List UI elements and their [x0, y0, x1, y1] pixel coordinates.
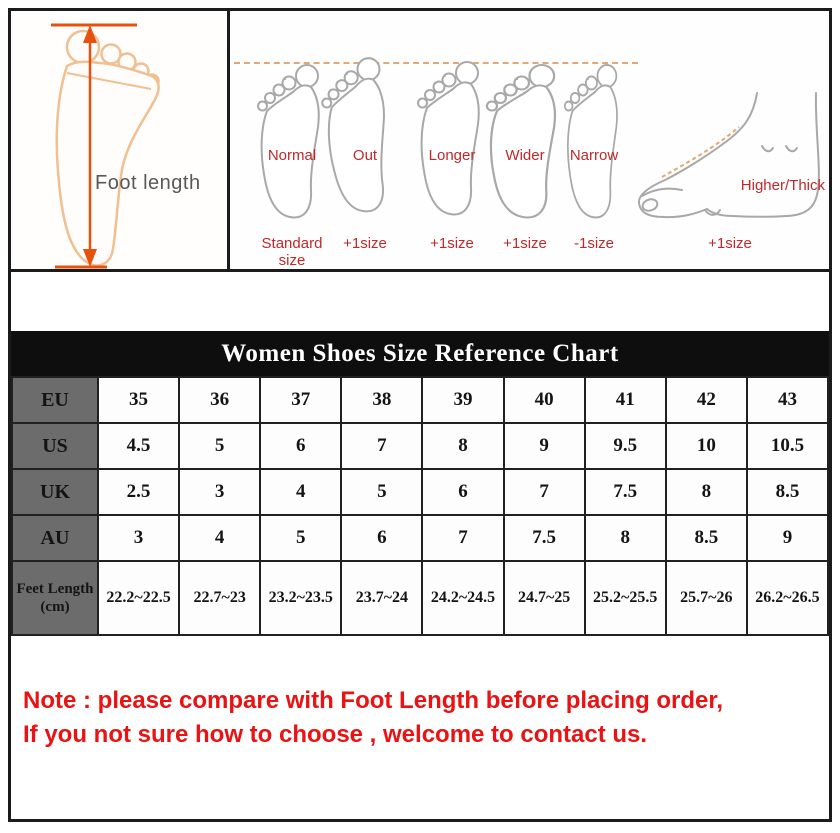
foot-type-name: Wider — [505, 147, 545, 164]
row-header: EU — [12, 377, 98, 423]
foot-types-panel — [230, 11, 829, 269]
foot-type-name: Longer — [428, 147, 476, 164]
table-cell: 4.5 — [98, 423, 179, 469]
foot-type-name: Higher/Thick — [740, 177, 825, 194]
note-line-2: If you not sure how to choose , welcome to contact us. — [23, 721, 648, 748]
table-cell: 4 — [179, 515, 260, 561]
foot-top-view-icon — [314, 50, 404, 221]
table-cell: 41 — [585, 377, 666, 423]
table-cell: 10.5 — [747, 423, 828, 469]
table-cell: 22.7~23 — [179, 561, 260, 635]
table-row-us — [12, 423, 828, 469]
table-row-eu — [12, 377, 828, 423]
note-section — [11, 636, 829, 817]
table-cell: 2.5 — [98, 469, 179, 515]
table-cell: 9.5 — [585, 423, 666, 469]
foot-type-size: +1size — [708, 235, 752, 252]
table-cell: 42 — [666, 377, 747, 423]
table-cell: 5 — [179, 423, 260, 469]
table-cell: 25.7~26 — [666, 561, 747, 635]
table-cell: 25.2~25.5 — [585, 561, 666, 635]
table-row-au — [12, 515, 828, 561]
table-cell: 39 — [422, 377, 503, 423]
table-cell: 5 — [260, 515, 341, 561]
table-cell: 22.2~22.5 — [98, 561, 179, 635]
table-cell: 3 — [179, 469, 260, 515]
row-header: AU — [12, 515, 98, 561]
table-cell: 24.2~24.5 — [422, 561, 503, 635]
row-header: US — [12, 423, 98, 469]
foot-side-view-icon — [635, 89, 821, 229]
table-cell: 7 — [504, 469, 585, 515]
table-row-feet-length — [12, 561, 828, 635]
table-cell: 38 — [341, 377, 422, 423]
foot-type-out — [327, 19, 403, 269]
table-cell: 9 — [747, 515, 828, 561]
table-cell: 24.7~25 — [504, 561, 585, 635]
foot-type-size: +1size — [503, 235, 547, 252]
note-text — [23, 684, 723, 752]
table-cell: 5 — [341, 469, 422, 515]
table-cell: 3 — [98, 515, 179, 561]
foot-type-high-instep — [635, 19, 825, 269]
note-line-1: Note : please compare with Foot Length before placing order, — [23, 687, 724, 714]
table-cell: 7 — [422, 515, 503, 561]
foot-top-view-icon — [482, 59, 567, 224]
chart-title-bar — [11, 331, 829, 376]
table-cell: 23.7~24 — [341, 561, 422, 635]
table-cell: 36 — [179, 377, 260, 423]
foot-type-size: +1size — [343, 235, 387, 252]
foot-type-size: +1size — [430, 235, 474, 252]
outer-frame — [8, 8, 832, 822]
table-cell: 8 — [422, 423, 503, 469]
table-cell: 8 — [666, 469, 747, 515]
table-cell: 43 — [747, 377, 828, 423]
table-cell: 7.5 — [585, 469, 666, 515]
table-cell: 8.5 — [666, 515, 747, 561]
table-cell: 6 — [422, 469, 503, 515]
foot-type-name: Narrow — [569, 147, 619, 164]
table-cell: 26.2~26.5 — [747, 561, 828, 635]
table-cell: 10 — [666, 423, 747, 469]
spacer — [11, 272, 829, 331]
size-reference-table — [11, 376, 829, 636]
foot-measure-panel — [11, 11, 230, 269]
foot-top-view-icon — [414, 56, 490, 221]
table-cell: 6 — [341, 515, 422, 561]
foot-type-longer — [414, 19, 490, 269]
chart-title: Women Shoes Size Reference Chart — [221, 339, 619, 367]
foot-type-name: Out — [352, 147, 378, 164]
table-cell: 8 — [585, 515, 666, 561]
foot-type-narrow — [556, 19, 632, 269]
table-cell: 6 — [260, 423, 341, 469]
row-header: Feet Length (cm) — [12, 561, 98, 635]
table-cell: 8.5 — [747, 469, 828, 515]
foot-type-size: Standard size — [261, 235, 323, 269]
table-cell: 35 — [98, 377, 179, 423]
table-cell: 37 — [260, 377, 341, 423]
table-cell: 23.2~23.5 — [260, 561, 341, 635]
foot-length-label: Foot length — [95, 172, 201, 194]
foot-outline-measure-icon — [11, 11, 230, 269]
foot-type-name: Normal — [267, 147, 317, 164]
foot-type-size: -1size — [573, 235, 614, 252]
table-row-uk — [12, 469, 828, 515]
table-cell: 40 — [504, 377, 585, 423]
table-cell: 7.5 — [504, 515, 585, 561]
table-cell: 4 — [260, 469, 341, 515]
diagram-section — [11, 11, 829, 272]
row-header: UK — [12, 469, 98, 515]
foot-top-view-icon — [561, 59, 626, 224]
foot-type-wider — [487, 19, 563, 269]
table-cell: 9 — [504, 423, 585, 469]
table-cell: 7 — [341, 423, 422, 469]
